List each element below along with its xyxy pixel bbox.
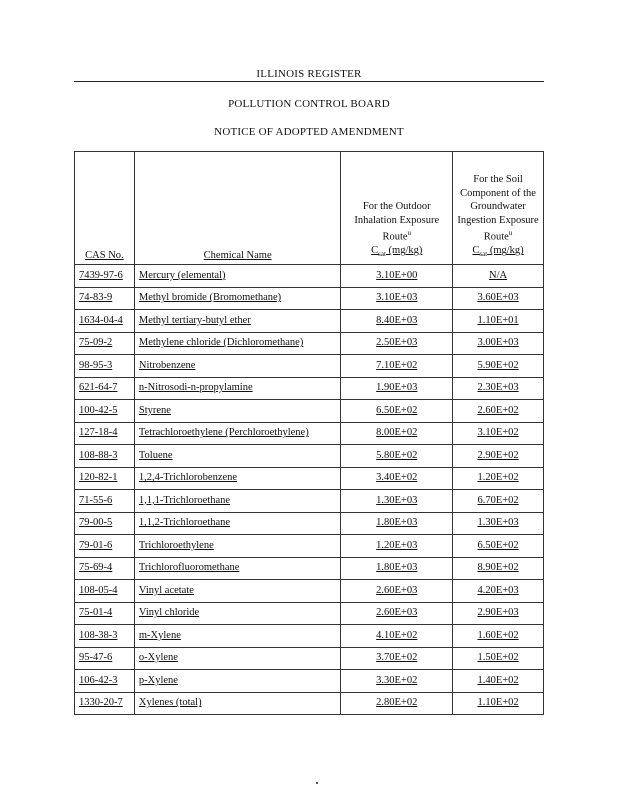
chemical-name-cell: Trichloroethylene [134, 535, 341, 558]
chemical-name-cell: Styrene [134, 400, 341, 423]
notice-title: NOTICE OF ADOPTED AMENDMENT [214, 126, 404, 138]
chemical-name-cell: Trichlorofluoromethane [134, 557, 341, 580]
chemical-name-cell: Toluene [134, 445, 341, 468]
soil-value-cell: 8.90E+02 [453, 557, 544, 580]
cas-cell: 100-42-5 [75, 400, 135, 423]
chemical-name-cell: 1,2,4-Trichlorobenzene [134, 467, 341, 490]
chemical-table [74, 151, 544, 715]
outdoor-value-cell: 2.50E+03 [341, 332, 453, 355]
table-header-row [75, 152, 544, 265]
register-title: ILLINOIS REGISTER [256, 68, 362, 80]
soil-value-cell: 1.60E+02 [453, 625, 544, 648]
outdoor-value-cell: 1.80E+03 [341, 512, 453, 535]
table-row [75, 670, 544, 693]
outdoor-value-cell: 5.80E+02 [341, 445, 453, 468]
outdoor-value-cell: 7.10E+02 [341, 355, 453, 378]
cas-cell: 1330-20-7 [75, 692, 135, 715]
table-row [75, 490, 544, 513]
soil-value-cell: 1.40E+02 [453, 670, 544, 693]
chemical-name-cell: Methylene chloride (Dichloromethane) [134, 332, 341, 355]
chemical-name-cell: Vinyl chloride [134, 602, 341, 625]
cas-cell: 71-55-6 [75, 490, 135, 513]
table-row [75, 557, 544, 580]
soil-value-cell: 2.90E+03 [453, 602, 544, 625]
table-row [75, 422, 544, 445]
chemical-name-cell: Nitrobenzene [134, 355, 341, 378]
outdoor-value-cell: 2.80E+02 [341, 692, 453, 715]
soil-value-cell: 3.10E+02 [453, 422, 544, 445]
soil-value-cell: 1.10E+02 [453, 692, 544, 715]
outdoor-value-cell: 3.10E+00 [341, 265, 453, 288]
cas-cell: 75-01-4 [75, 602, 135, 625]
chemical-name-cell: m-Xylene [134, 625, 341, 648]
header-rule [74, 81, 544, 82]
chemical-name-cell: p-Xylene [134, 670, 341, 693]
soil-header: For the Soil Component of the Groundwater Ingestion Exposure Route$^u$ $C_{sat}$ (mg/kg) [453, 152, 544, 265]
cas-cell: 79-00-5 [75, 512, 135, 535]
table-row [75, 332, 544, 355]
chemical-name-cell: o-Xylene [134, 647, 341, 670]
board-title: POLLUTION CONTROL BOARD [228, 98, 390, 110]
outdoor-value-cell: 1.20E+03 [341, 535, 453, 558]
table-row [75, 310, 544, 333]
cas-cell: 108-05-4 [75, 580, 135, 603]
outdoor-value-cell: 3.10E+03 [341, 287, 453, 310]
table-row [75, 692, 544, 715]
soil-value-cell: 1.30E+03 [453, 512, 544, 535]
page-mark [316, 782, 318, 784]
outdoor-value-cell: 3.30E+02 [341, 670, 453, 693]
table-row [75, 445, 544, 468]
cas-cell: 127-18-4 [75, 422, 135, 445]
outdoor-value-cell: 2.60E+03 [341, 602, 453, 625]
cas-cell: 1634-04-4 [75, 310, 135, 333]
cas-cell: 108-38-3 [75, 625, 135, 648]
soil-value-cell: 6.70E+02 [453, 490, 544, 513]
chemical-name-cell: Xylenes (total) [134, 692, 341, 715]
soil-value-cell: 2.90E+02 [453, 445, 544, 468]
cas-cell: 75-09-2 [75, 332, 135, 355]
chemical-name-cell: Mercury (elemental) [134, 265, 341, 288]
outdoor-value-cell: 4.10E+02 [341, 625, 453, 648]
outdoor-value-cell: 1.30E+03 [341, 490, 453, 513]
soil-value-cell: 3.00E+03 [453, 332, 544, 355]
table-row [75, 355, 544, 378]
table-row [75, 512, 544, 535]
cas-cell: 106-42-3 [75, 670, 135, 693]
outdoor-value-cell: 3.40E+02 [341, 467, 453, 490]
soil-value-cell: 3.60E+03 [453, 287, 544, 310]
soil-value-cell: 2.60E+02 [453, 400, 544, 423]
name-header: Chemical Name [134, 152, 341, 265]
chemical-name-cell: n-Nitrosodi-n-propylamine [134, 377, 341, 400]
soil-value-cell: N/A [453, 265, 544, 288]
table-row [75, 580, 544, 603]
table-row [75, 535, 544, 558]
cas-cell: 75-69-4 [75, 557, 135, 580]
outdoor-value-cell: 3.70E+02 [341, 647, 453, 670]
chemical-name-cell: Vinyl acetate [134, 580, 341, 603]
table-row [75, 265, 544, 288]
soil-value-cell: 4.20E+03 [453, 580, 544, 603]
cas-cell: 74-83-9 [75, 287, 135, 310]
chemical-name-cell: 1,1,1-Trichloroethane [134, 490, 341, 513]
chemical-name-cell: 1,1,2-Trichloroethane [134, 512, 341, 535]
soil-value-cell: 1.10E+01 [453, 310, 544, 333]
cas-cell: 108-88-3 [75, 445, 135, 468]
outdoor-value-cell: 1.80E+03 [341, 557, 453, 580]
outdoor-value-cell: 1.90E+03 [341, 377, 453, 400]
cas-cell: 98-95-3 [75, 355, 135, 378]
soil-value-cell: 6.50E+02 [453, 535, 544, 558]
table-row [75, 467, 544, 490]
soil-value-cell: 1.20E+02 [453, 467, 544, 490]
table-row [75, 287, 544, 310]
soil-value-cell: 2.30E+03 [453, 377, 544, 400]
outdoor-value-cell: 8.00E+02 [341, 422, 453, 445]
table-row [75, 602, 544, 625]
table-row [75, 400, 544, 423]
soil-value-cell: 5.90E+02 [453, 355, 544, 378]
outdoor-header: For the Outdoor Inhalation Exposure Route$^u$ $C_{sat}$ (mg/kg) [341, 152, 453, 265]
chemical-name-cell: Methyl tertiary-butyl ether [134, 310, 341, 333]
chemical-name-cell: Methyl bromide (Bromomethane) [134, 287, 341, 310]
outdoor-value-cell: 8.40E+03 [341, 310, 453, 333]
cas-cell: 7439-97-6 [75, 265, 135, 288]
cas-cell: 621-64-7 [75, 377, 135, 400]
cas-cell: 120-82-1 [75, 467, 135, 490]
table-row [75, 377, 544, 400]
cas-cell: 95-47-6 [75, 647, 135, 670]
soil-value-cell: 1.50E+02 [453, 647, 544, 670]
chemical-name-cell: Tetrachloroethylene (Perchloroethylene) [134, 422, 341, 445]
table-row [75, 647, 544, 670]
cas-cell: 79-01-6 [75, 535, 135, 558]
outdoor-value-cell: 2.60E+03 [341, 580, 453, 603]
outdoor-value-cell: 6.50E+02 [341, 400, 453, 423]
table-row [75, 625, 544, 648]
cas-header: CAS No. [75, 152, 135, 265]
